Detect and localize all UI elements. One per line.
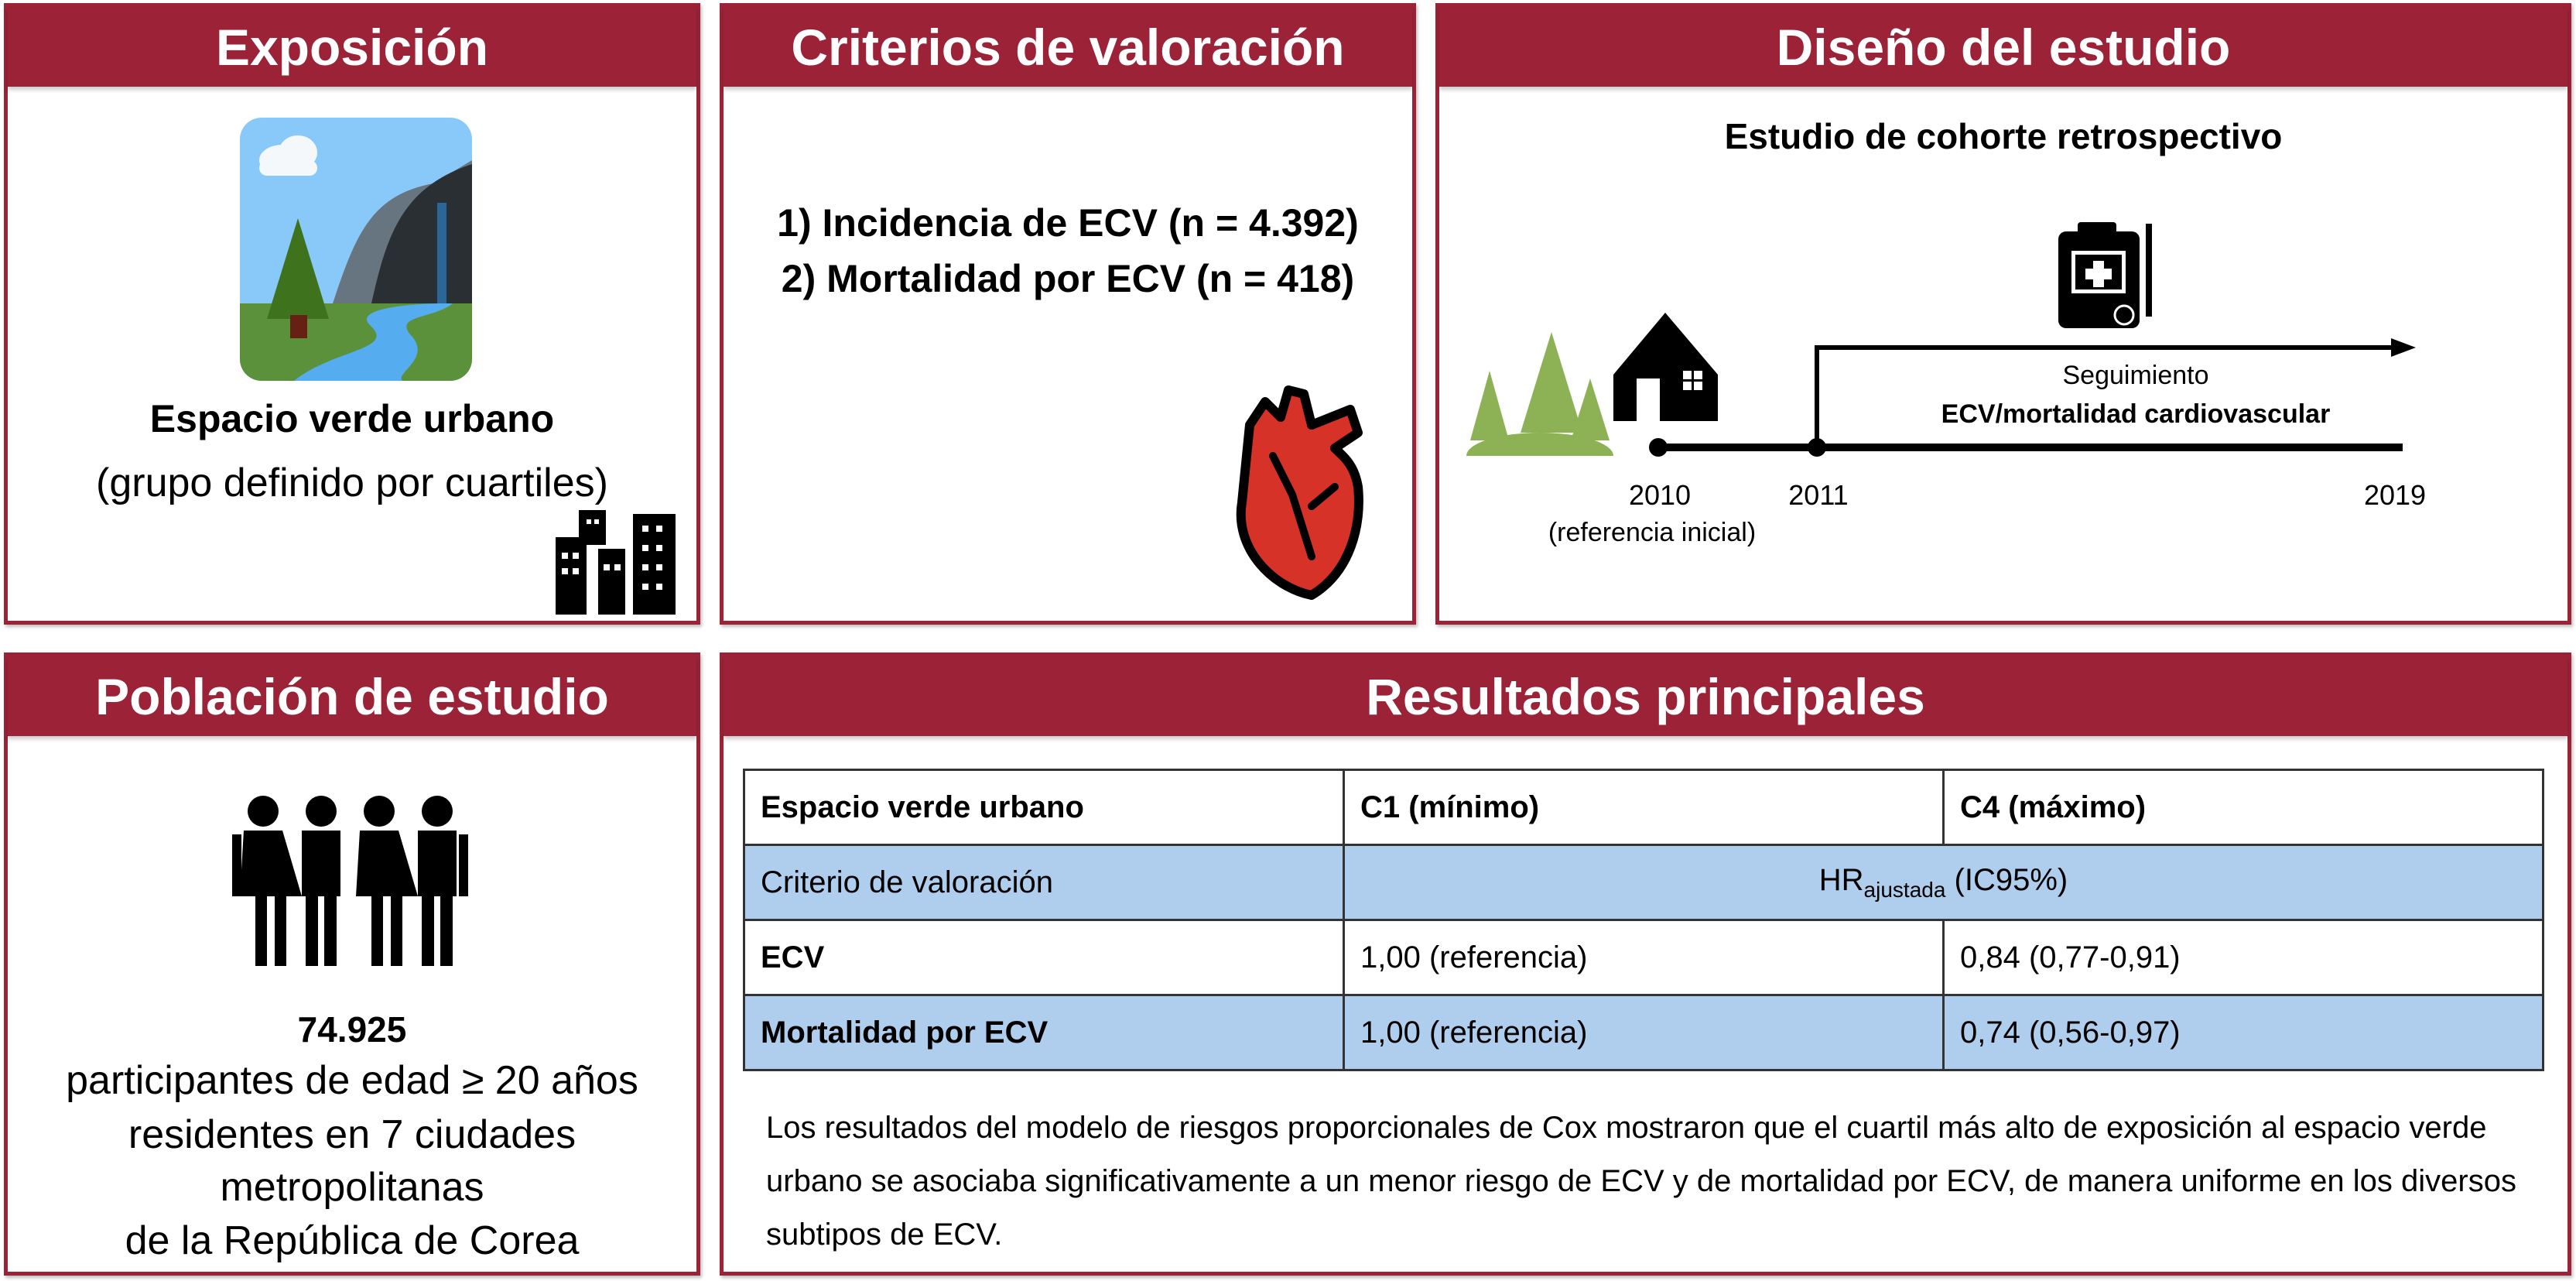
exposure-line2: (grupo definido por cuartiles) [96,461,608,505]
row-label: Mortalidad por ECV [744,995,1344,1070]
header-c4: C4 (máximo) [1944,770,2544,845]
row-c1: 1,00 (referencia) [1344,920,1944,995]
table-row [744,995,2544,1070]
followup-label: Seguimiento [2062,361,2209,390]
population-line-1: participantes de edad ≥ 20 años [66,1058,638,1103]
outcomes-panel [720,3,1416,625]
table-header-row [744,770,2544,845]
header-exposure: Espacio verde urbano [744,770,1344,845]
design-subtitle: Estudio de cohorte retrospectivo [1724,116,2283,156]
population-panel [4,652,700,1276]
row-label: ECV [744,920,1344,995]
header-c1: C1 (mínimo) [1344,770,1944,845]
design-title: Diseño del estudio [1439,7,2567,87]
exposure-line1: Espacio verde urbano [149,397,555,440]
population-count: 74.925 [297,1009,407,1050]
results-summary: Los resultados del modelo de riesgos proporcionales de Cox mostraron que el cuartil más alto de exposición al espacio verde urbano se asociaba significativamente a un menor riesgo de ECV y de mortalidad por ECV, de manera uniforme en los diversos subtipos de ECV. [766,1111,2516,1252]
table-row [744,920,2544,995]
subheader-hr: $HR_{ajustada}$ (IC95%) [1344,845,2544,920]
results-panel [720,652,2571,1276]
landscape-icon [240,118,472,381]
timeline-diagram [1439,317,2575,471]
timeline-year-2019: 2019 [2363,479,2427,511]
city-buildings-icon [556,510,687,615]
table-subheader-row [744,845,2544,920]
exposure-panel [4,3,700,625]
population-title: Población de estudio [8,656,696,736]
outcomes-title: Criterios de valoración [724,7,1412,87]
timeline-year-2011: 2011 [1788,479,1849,511]
results-title: Resultados principales [724,656,2567,736]
subheader-label: Criterio de valoración [744,845,1344,920]
row-c4: 0,74 (0,56-0,97) [1944,995,2544,1070]
medical-clipboard-icon [2054,216,2159,328]
design-panel [1435,3,2571,625]
exposure-title: Exposición [8,7,696,87]
outcome-item-1: 1) Incidencia de ECV (n = 4.392) [777,201,1359,245]
results-table [743,769,2544,1071]
population-line-3: metropolitanas [220,1165,484,1210]
followup-detail: ECV/mortalidad cardiovascular [1941,399,2331,429]
people-group-icon [228,796,476,966]
row-c4: 0,84 (0,77-0,91) [1944,920,2544,995]
timeline-year-2010: 2010 [1628,479,1692,511]
row-c1: 1,00 (referencia) [1344,995,1944,1070]
population-line-2: residentes en 7 ciudades [128,1112,576,1157]
timeline-note-2010: (referencia inicial) [1548,518,1757,547]
heart-icon [1219,371,1366,603]
population-line-4: de la República de Corea [125,1218,580,1263]
outcome-item-2: 2) Mortalidad por ECV (n = 418) [781,257,1355,300]
